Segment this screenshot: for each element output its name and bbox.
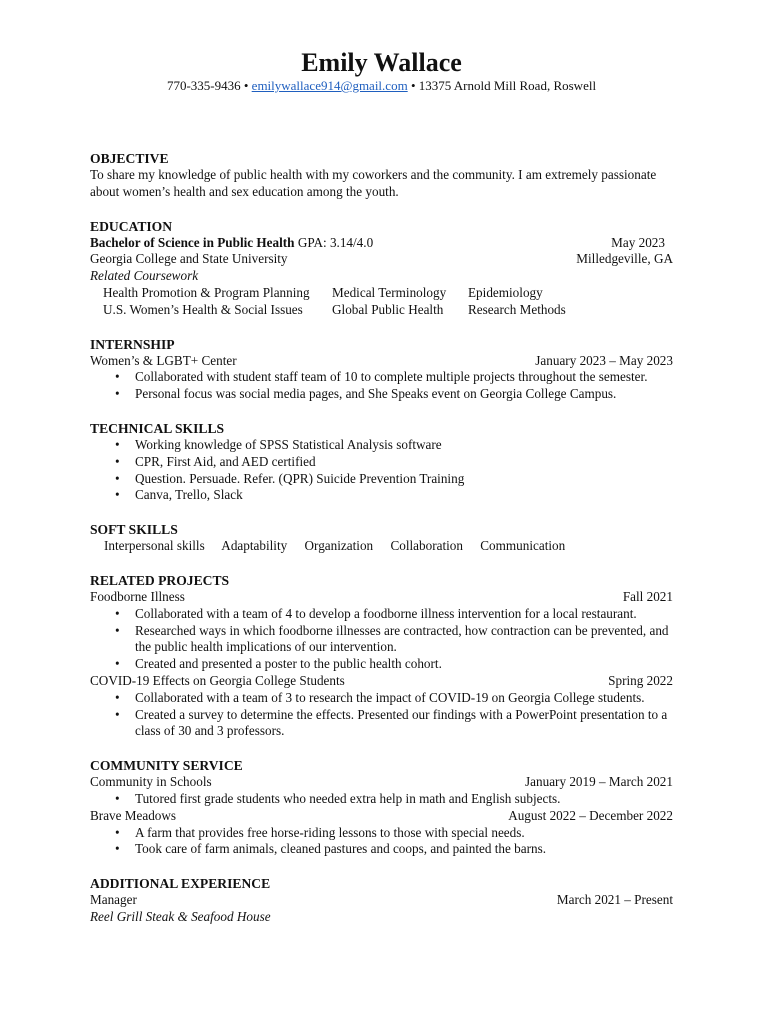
course-item: Health Promotion & Program Planning [103,284,310,300]
internship-bullets [90,369,673,403]
coursework-row [103,302,673,319]
bullet-item: • Collaborated with a team of 3 to research the impact of COVID-19 on Georgia College students. [135,690,673,707]
bullet-item: • Took care of farm animals, cleaned pastures and coops, and painted the barns. [135,841,673,858]
bullet-item: • CPR, First Aid, and AED certified [135,454,673,471]
section-title: EDUCATION [90,218,173,234]
soft-skill: Collaboration [390,538,463,554]
community-bullets [90,791,673,808]
soft-skills-section [90,521,673,555]
objective-section [90,150,673,201]
internship-section [90,336,673,403]
section-title: OBJECTIVE [90,151,169,166]
project-bullets [90,690,673,740]
community-row [90,808,673,825]
project-row [90,589,673,606]
section-title: RELATED PROJECTS [90,572,230,588]
email-link[interactable]: emilywallace914@gmail.com [251,78,408,93]
experience-role: Manager [90,892,137,908]
course-item: Epidemiology [468,284,543,300]
school-name: Georgia College and State University [90,251,288,267]
school-location: Milledgeville, GA [576,251,673,267]
community-date: January 2019 – March 2021 [525,774,673,790]
experience-place: Reel Grill Steak & Seafood House [90,908,271,924]
soft-skill: Communication [480,538,566,554]
project-date: Fall 2021 [622,588,673,604]
gpa: GPA: 3.14/4.0 [297,234,374,250]
bullet-item: • Personal focus was social media pages, and She Speaks event on Georgia College Campus. [135,386,673,403]
bullet-item: • Created and presented a poster to the public health cohort. [135,656,673,673]
project-date: Spring 2022 [608,672,673,688]
coursework-label: Related Coursework [90,268,199,284]
project-name: COVID-19 Effects on Georgia College Students [90,672,345,688]
technical-skills-section [90,420,673,504]
bullet-item: • Tutored first grade students who needed extra help in math and English subjects. [135,791,673,808]
soft-skill: Adaptability [221,538,288,554]
community-org: Brave Meadows [90,807,177,823]
address: 13375 Arnold Mill Road, Roswell [418,78,597,93]
degree-line [90,235,373,252]
separator: • [243,78,249,93]
course-item: Medical Terminology [332,284,447,300]
coursework-list [90,285,673,319]
candidate-name: Emily Wallace [301,48,462,77]
bullet-item: • Researched ways in which foodborne illnesses are contracted, how contraction can be prevented, and the public health implications of our intervention. [135,623,673,657]
project-bullets [90,606,673,673]
objective-text: To share my knowledge of public health with my coworkers and the community. I am extremely passionate about women’s health and sex education among the youth. [90,167,657,199]
section-title: ADDITIONAL EXPERIENCE [90,876,271,892]
resume-page [90,48,673,926]
bullet-item: • A farm that provides free horse-riding lessons to those with special needs. [135,825,673,842]
soft-skill: Organization [304,538,374,554]
bullet-item: • Collaborated with a team of 4 to develop a foodborne illness intervention for a local restaurant. [135,606,673,623]
community-bullets [90,825,673,859]
section-title: INTERNSHIP [90,336,175,352]
education-section [90,218,673,319]
soft-skills-list [90,538,673,555]
section-title: TECHNICAL SKILLS [90,420,225,436]
section-title: COMMUNITY SERVICE [90,758,243,774]
bullet-item: • Working knowledge of SPSS Statistical Analysis software [135,437,673,454]
course-item: Global Public Health [332,301,444,317]
project-name: Foodborne Illness [90,588,185,604]
bullet-item: • Canva, Trello, Slack [135,487,673,504]
bullet-item: • Created a survey to determine the effects. Presented our findings with a PowerPoint presentation to a class of 30 and 3 professors. [135,707,673,741]
degree-name: Bachelor of Science in Public Health [90,234,295,250]
bullet-item: • Collaborated with student staff team of 10 to complete multiple projects throughout the semester. [135,369,673,386]
additional-experience-section [90,875,673,926]
community-date: August 2022 – December 2022 [508,807,673,823]
community-section [90,757,673,858]
internship-org: Women’s & LGBT+ Center [90,352,237,368]
contact-line [90,78,673,94]
degree-date: May 2023 [611,234,665,250]
soft-skill: Interpersonal skills [104,538,205,554]
internship-row [90,353,673,370]
separator: • [410,78,416,93]
degree-row [90,235,673,252]
phone-number: 770-335-9436 [166,78,241,93]
internship-date: January 2023 – May 2023 [535,352,673,368]
section-title: SOFT SKILLS [90,522,178,538]
technical-skills-bullets [90,437,673,504]
projects-section [90,572,673,740]
experience-row [90,892,673,909]
project-row [90,673,673,690]
coursework-row [103,285,673,302]
bullet-item: • Question. Persuade. Refer. (QPR) Suicide Prevention Training [135,471,673,488]
experience-date: March 2021 – Present [556,892,673,908]
school-row [90,251,673,268]
community-row [90,774,673,791]
community-org: Community in Schools [90,774,212,790]
course-item: U.S. Women’s Health & Social Issues [103,301,303,317]
course-item: Research Methods [468,301,566,317]
